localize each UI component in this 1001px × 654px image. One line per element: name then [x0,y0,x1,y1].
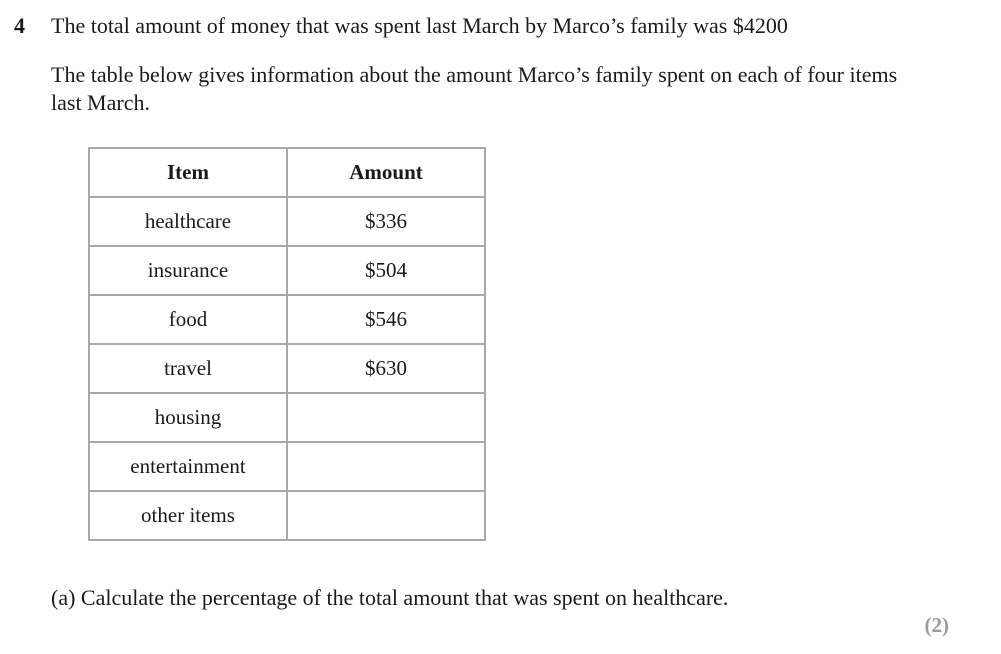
spending-table [88,147,486,541]
marks-indicator: (2) [924,613,949,637]
item-cell: other items [89,491,287,540]
table-header-row [89,148,485,197]
item-cell: healthcare [89,197,287,246]
table-row [89,442,485,491]
question-statement: The total amount of money that was spent last March by Marco’s family was $4200 [51,13,788,38]
table-row [89,491,485,540]
column-header-amount: Amount [287,148,485,197]
amount-cell [287,442,485,491]
table-row [89,197,485,246]
question-intro: The table below gives information about the amount Marco’s family spent on each of four items last March. [51,62,898,115]
amount-cell [287,491,485,540]
part-a-question: (a) Calculate the percentage of the total amount that was spent on healthcare. [51,585,729,610]
item-cell: food [89,295,287,344]
question-number: 4 [14,13,25,38]
amount-cell: $504 [287,246,485,295]
item-cell: travel [89,344,287,393]
amount-cell: $546 [287,295,485,344]
item-cell: entertainment [89,442,287,491]
table-row [89,246,485,295]
amount-cell: $336 [287,197,485,246]
table-row [89,295,485,344]
column-header-item: Item [89,148,287,197]
amount-cell: $630 [287,344,485,393]
table-row [89,344,485,393]
table-row [89,393,485,442]
item-cell: housing [89,393,287,442]
amount-cell [287,393,485,442]
item-cell: insurance [89,246,287,295]
